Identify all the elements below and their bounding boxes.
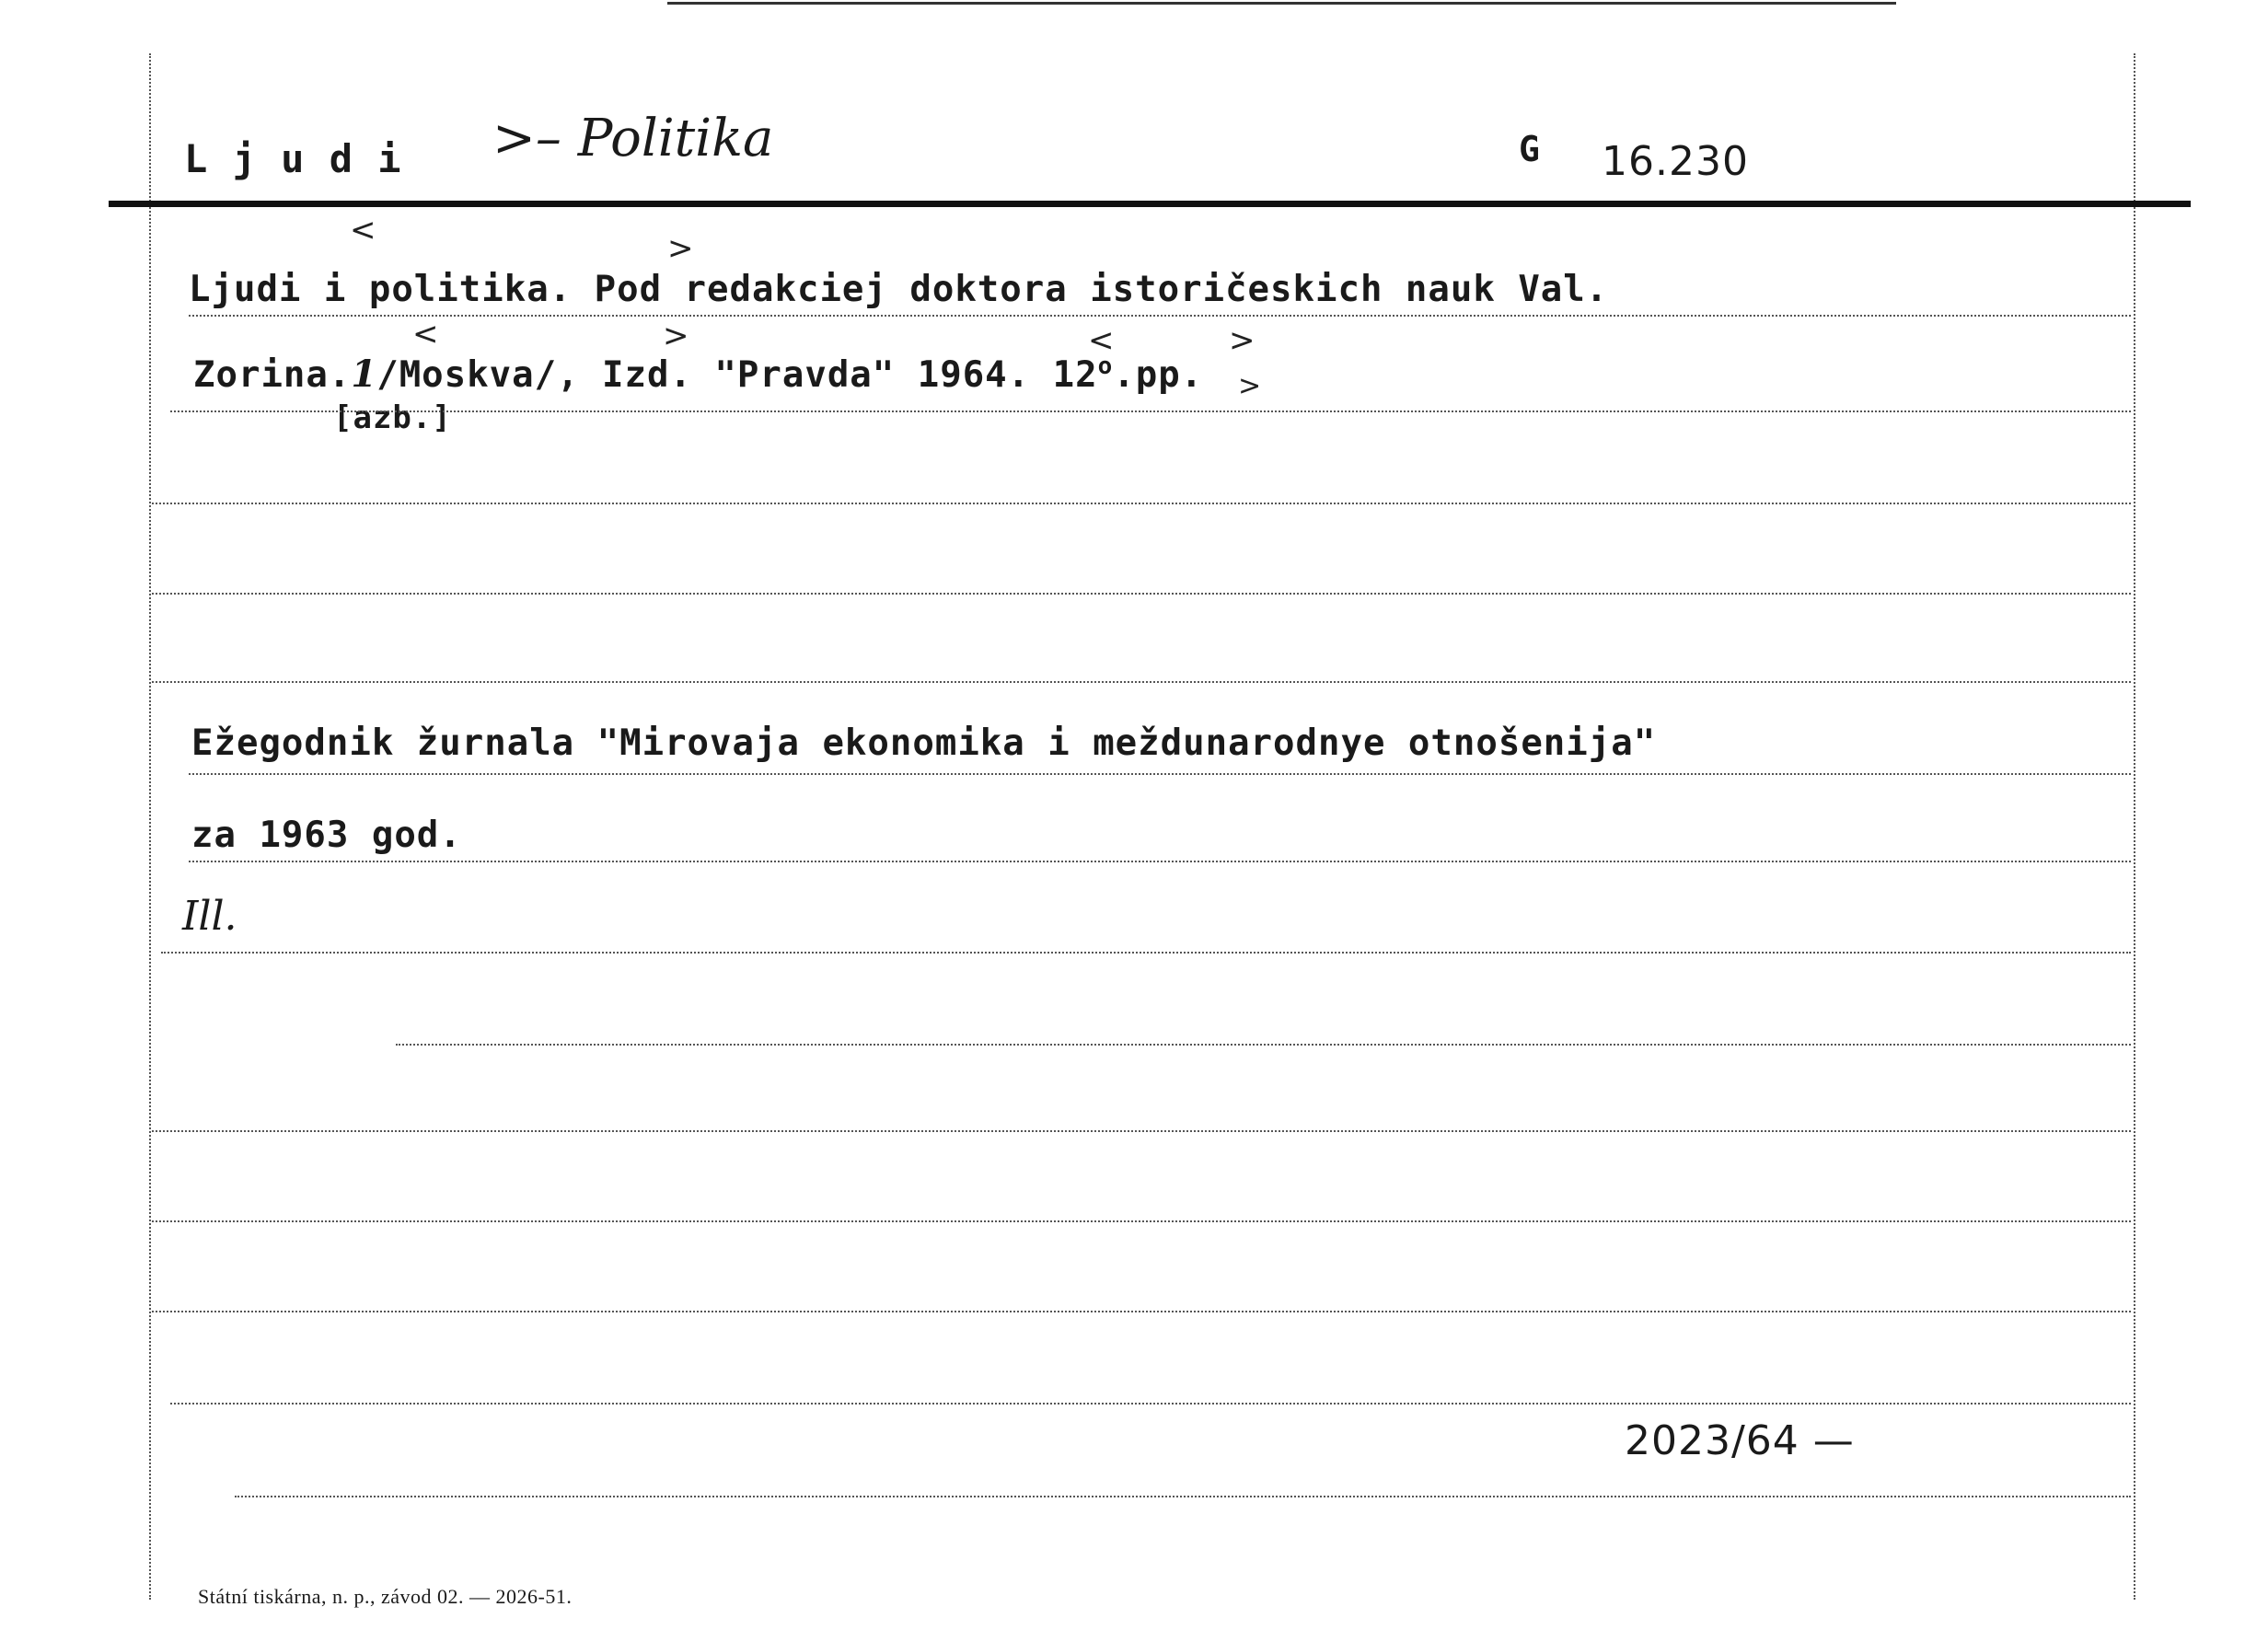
note-ill: Ill. [182,893,237,940]
entry-handwritten-mark: 1 [351,353,377,396]
heading-subject: L j u d i [184,136,402,181]
accession-number: 2023/64 — [1625,1417,1855,1464]
entry-format-degree: o [1097,353,1114,380]
note-line-1: Ežegodnik žurnala "Mirovaja ekonomika i meždunarodnye otnošenija" [191,723,1657,764]
heading-rule [109,201,2191,207]
correction-mark: > [1238,370,1262,402]
ruled-line [189,315,2131,317]
shelfmark-letter: G [1519,129,1541,169]
correction-mark: < [1088,322,1115,359]
correction-mark: < [412,316,439,353]
heading-subject-annotation: >– Politika [492,109,774,168]
ruled-line [235,1496,2131,1497]
ruled-line [189,861,2131,862]
ruled-line [152,1220,2131,1222]
ruled-line [152,1130,2131,1132]
right-border [2134,53,2135,1600]
correction-mark: > [667,230,694,267]
printer-imprint: Státní tiskárna, n. p., závod 02. — 2026-51. [198,1585,573,1608]
ruled-line [152,1311,2131,1312]
ruled-line [170,410,2131,412]
ruled-line [152,503,2131,504]
entry-pages: .pp. [1113,354,1204,396]
correction-mark: > [1229,322,1256,359]
entry-imprint: /Moskva/, Izd. "Pravda" 1964. 12 [376,354,1098,396]
correction-mark: < [350,212,376,249]
ruled-line [161,952,2131,954]
ruled-line [170,1403,2131,1405]
entry-author: Zorina. [193,354,352,396]
note-line-2: za 1963 god. [191,815,462,856]
ruled-line [396,1044,2131,1046]
entry-line-2 [193,353,1203,396]
ruled-line [152,681,2131,683]
ruled-line [189,773,2131,775]
shelfmark-number: 16.230 [1602,138,1749,185]
binding-note: [azb.] [333,399,452,436]
entry-line-1: Ljudi i politika. Pod redakciej doktora istoričeskich nauk Val. [189,269,1609,310]
top-border [667,2,1896,5]
left-border [149,53,151,1600]
ruled-line [152,593,2131,595]
correction-mark: > [663,318,689,354]
